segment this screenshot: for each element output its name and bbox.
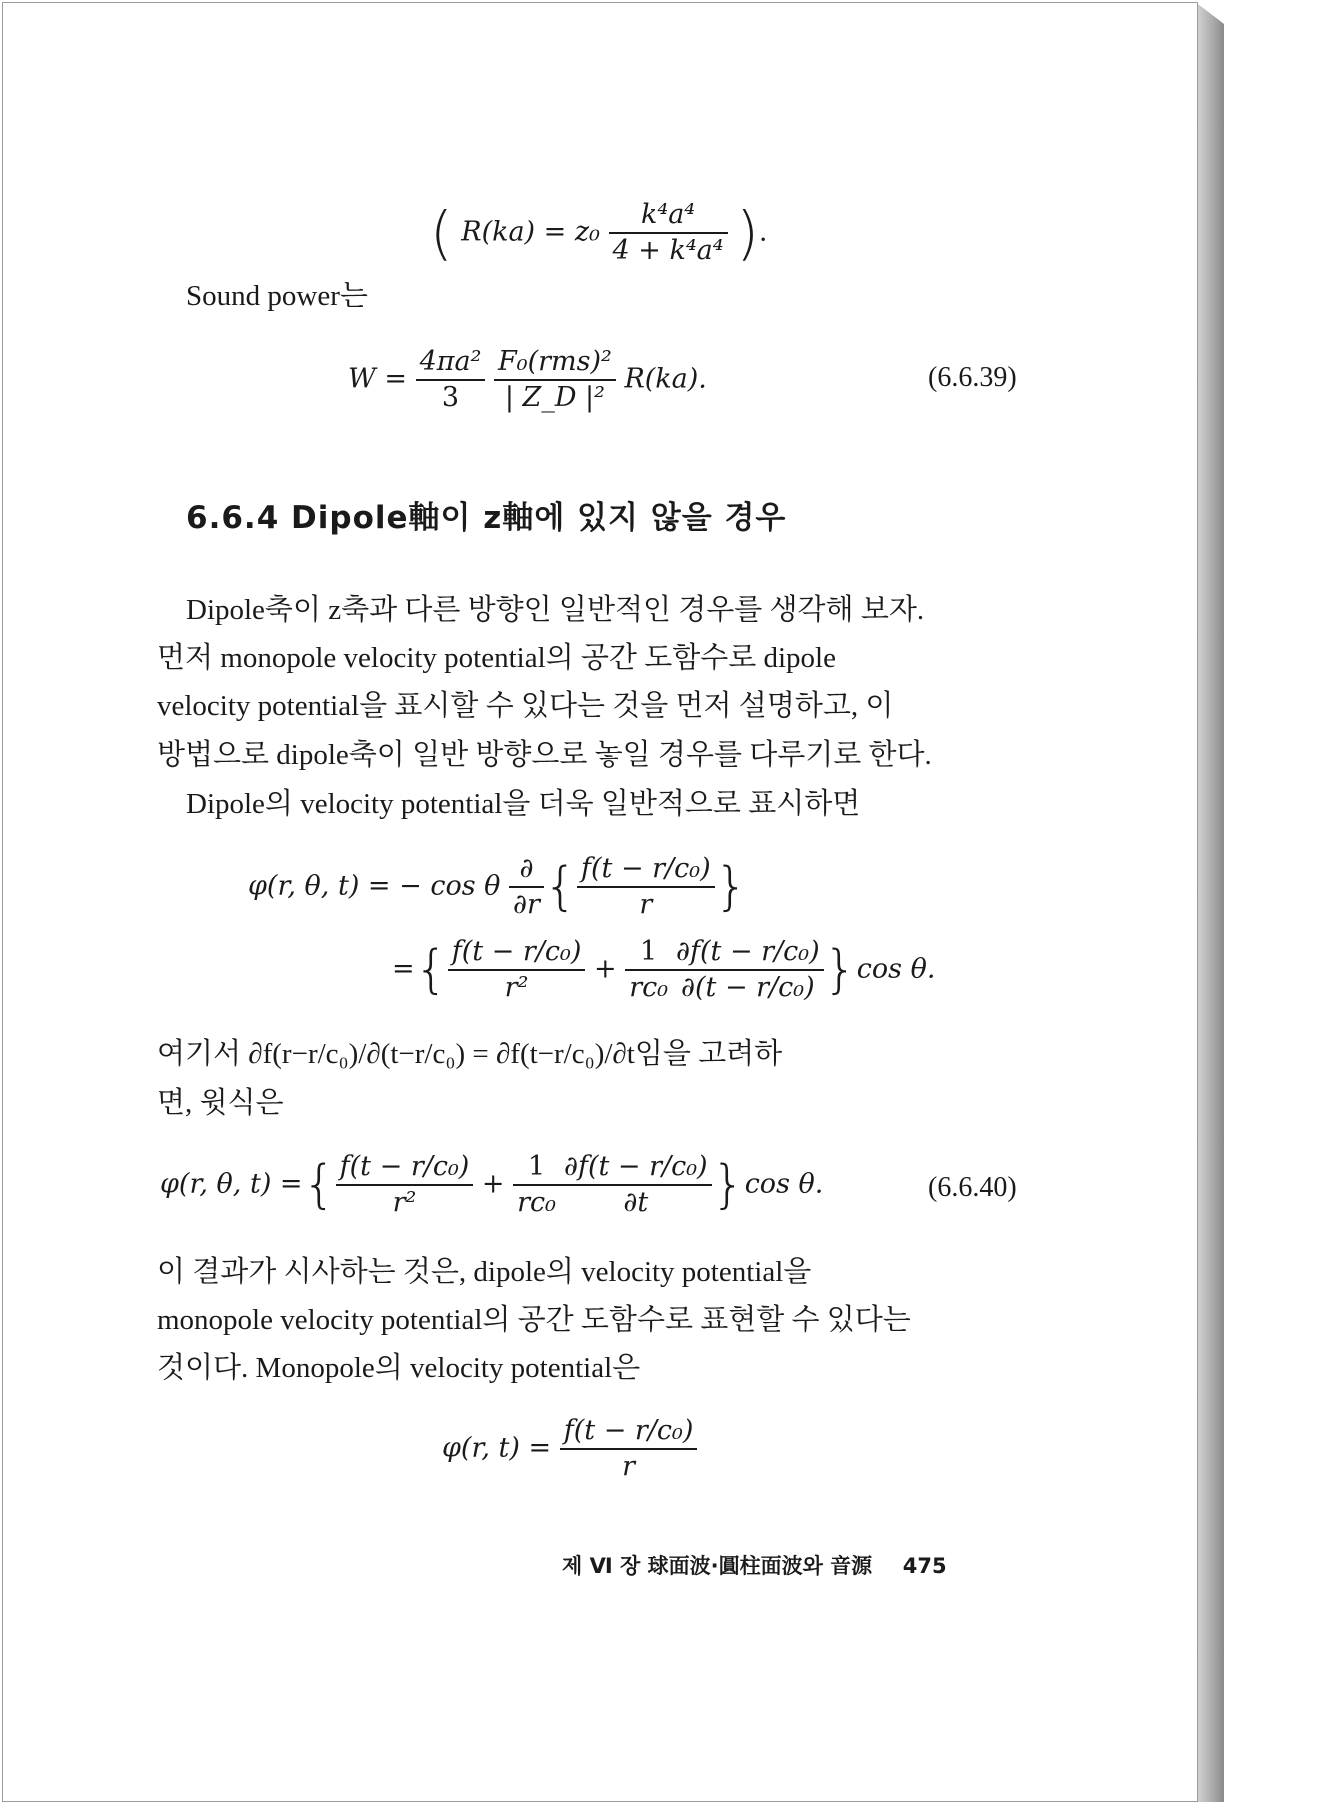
eq-phi3-a-den: r²: [392, 1187, 417, 1218]
footer-page-number: 475: [902, 1554, 947, 1578]
text-line-5: 방법으로 dipole축이 일반 방향으로 놓일 경우를 다루기로 한다.: [157, 739, 932, 771]
eq-r-num: k⁴a⁴: [609, 198, 728, 234]
section-heading: 6.6.4 Dipole軸이 z軸에 있지 않을 경우: [186, 500, 787, 536]
eq-phi2-c-num: ∂f(t − r/c₀): [672, 935, 824, 971]
equation-number-6-6-40: (6.6.40): [928, 1172, 1017, 1203]
eq-phi3-c: [560, 1150, 712, 1220]
eq-phi2-tail: cos θ.: [856, 953, 936, 985]
eq-w-f2-den: | Z_D |²: [504, 382, 605, 413]
eq-r-lhs: R(ka) = z₀: [461, 216, 600, 248]
equation-sound-power: [348, 345, 707, 415]
eq-w-fraction-1: [416, 345, 486, 415]
footer-chapter: 제 Ⅵ 장 球面波·圓柱面波와 音源: [562, 1554, 873, 1578]
eq-phi3-tail: cos θ.: [744, 1168, 824, 1200]
eq-mono-den: r: [622, 1451, 636, 1482]
eq-phi2-b-den: rc₀: [629, 972, 669, 1003]
eq-mono-num: f(t − r/c₀): [560, 1414, 698, 1450]
eq-phi3-b-num: 1: [513, 1150, 560, 1186]
eq-phi2-a-den: r²: [504, 972, 529, 1003]
equation-phi-dipole-3: φ(r, θ, t) ={ $\frac{\text{f(t − r/c₀)}}{\text{r²}}$ + $\frac{1}{\text{rc₀}}$ $\frac{\text{∂f(t − r/c₀)}}{\partial t}$ }cos θ.: [160, 1151, 824, 1218]
eq-phi2-a: [448, 935, 586, 1005]
eq-phi2-a-num: f(t − r/c₀): [448, 935, 586, 971]
eq-phi1-inner: [577, 852, 715, 922]
eq-phi1-in-den: r: [639, 889, 653, 920]
eq-r-den: 4 + k⁴a⁴: [612, 235, 724, 266]
eq-phi1-lhs: φ(r, θ, t) = − cos θ: [248, 870, 501, 902]
eq-phi3-a: [336, 1150, 474, 1220]
eq-phi2-c: [672, 935, 824, 1005]
equation-phi-dipole-1: φ(r, θ, t) = − cos θ $\frac{\partial}{\partial r}$ { $\frac{\text{f(t − r/c₀)}}{r}$ }: [248, 853, 748, 920]
text-line-7: 여기서 ∂f(r−r/c₀)/∂(t−r/c₀) = ∂f(t−r/c₀)/∂t임을 고려하: [157, 1038, 783, 1070]
eq-phi2-b: [625, 935, 672, 1005]
equation-number-6-6-39: (6.6.39): [928, 362, 1017, 393]
equation-phi-dipole-2: ={ $\frac{\text{f(t − r/c₀)}}{\text{r²}}$ + $\frac{1}{\text{rc₀}}$ $\frac{\text{∂f(t − r/c₀)}}{\text{∂(t − r/c₀)}}$ }cos θ.: [392, 936, 936, 1003]
text-line-6: Dipole의 velocity potential을 더욱 일반적으로 표시하면: [186, 788, 861, 820]
eq-w-f2-num: F₀(rms)²: [494, 345, 616, 381]
equation-phi-monopole: [442, 1414, 697, 1484]
equation-r-ka: ( R(ka) = z₀ $\frac{\text{k⁴a⁴}}{\text{4 + k⁴a⁴}}$ ).: [430, 199, 768, 267]
text-line-9: 이 결과가 시사하는 것은, dipole의 velocity potential을: [157, 1256, 812, 1288]
eq-phi1-d-num: ∂: [509, 852, 544, 888]
text-line-1: Sound power는: [186, 280, 368, 312]
text-line-3: 먼저 monopole velocity potential의 공간 도함수로 dipole: [157, 642, 836, 674]
eq-phi3-c-num: ∂f(t − r/c₀): [560, 1150, 712, 1186]
running-footer: [562, 1550, 947, 1580]
text-line-10: monopole velocity potential의 공간 도함수로 표현할 수 있다는: [157, 1304, 911, 1336]
text-line-11: 것이다. Monopole의 velocity potential은: [157, 1352, 641, 1384]
text-line-4: velocity potential을 표시할 수 있다는 것을 먼저 설명하고, 이: [157, 690, 894, 722]
eq-phi1-d-den: ∂r: [513, 889, 540, 920]
eq-phi3-lhs: φ(r, θ, t) =: [160, 1168, 303, 1200]
eq-phi1-in-num: f(t − r/c₀): [577, 852, 715, 888]
eq-w-f1-num: 4πa²: [416, 345, 486, 381]
page-edge-shadow: [1198, 4, 1224, 1802]
eq-phi1-derivative: [509, 852, 544, 922]
eq-w-fraction-2: [494, 345, 616, 415]
eq-phi2-b-num: 1: [625, 935, 672, 971]
eq-phi3-a-num: f(t − r/c₀): [336, 1150, 474, 1186]
eq-phi3-b: [513, 1150, 560, 1220]
text-line-2: Dipole축이 z축과 다른 방향인 일반적인 경우를 생각해 보자.: [186, 594, 925, 626]
eq-phi2-c-den: ∂(t − r/c₀): [681, 972, 815, 1003]
eq-w-lhs: W =: [348, 363, 407, 395]
eq-r-fraction: [609, 198, 728, 268]
eq-phi3-b-den: rc₀: [517, 1187, 556, 1218]
eq-w-f1-den: 3: [441, 382, 460, 413]
eq-mono-fraction: [560, 1414, 698, 1484]
text-line-8: 면, 윗식은: [157, 1087, 284, 1119]
eq-mono-lhs: φ(r, t) =: [442, 1432, 552, 1464]
eq-phi3-c-den: ∂t: [623, 1187, 649, 1218]
eq-w-rhs: R(ka).: [624, 363, 707, 395]
